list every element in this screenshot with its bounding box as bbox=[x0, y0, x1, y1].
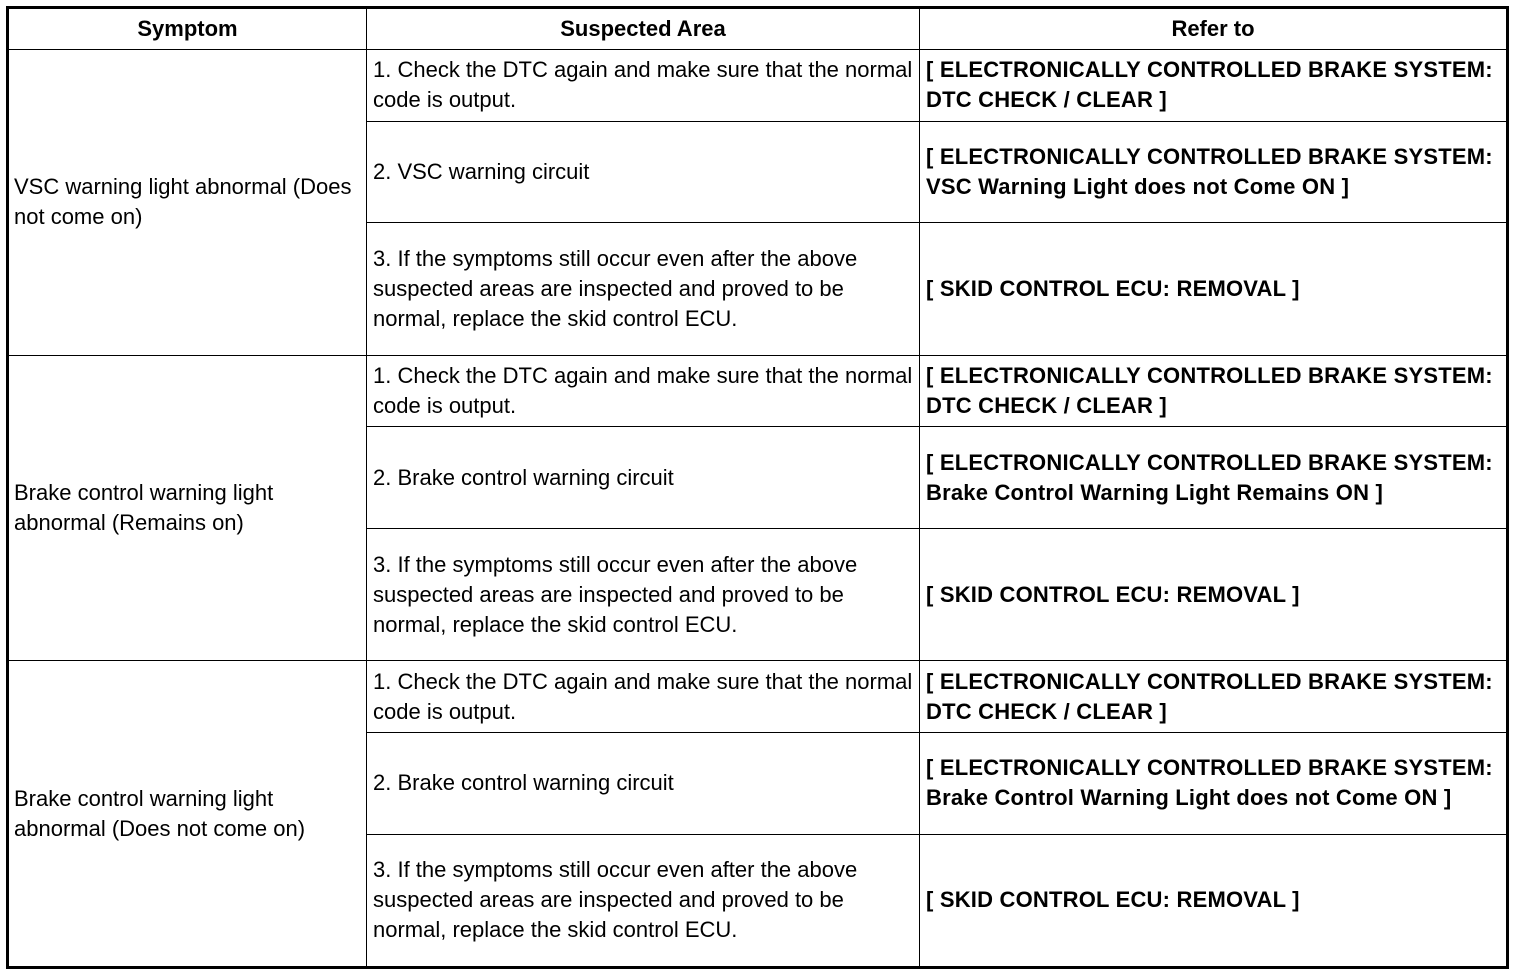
suspected-area-cell: 2. VSC warning circuit bbox=[367, 121, 920, 223]
suspected-area-cell: 3. If the symptoms still occur even after the above suspected areas are inspected and proved to be normal, replace the skid control ECU. bbox=[367, 834, 920, 967]
symptom-cell: Brake control warning light abnormal (Does not come on) bbox=[8, 661, 367, 968]
suspected-area-cell: 2. Brake control warning circuit bbox=[367, 732, 920, 834]
refer-to-cell: [ ELECTRONICALLY CONTROLLED BRAKE SYSTEM: DTC CHECK / CLEAR ] bbox=[920, 50, 1508, 122]
symptom-cell: Brake control warning light abnormal (Remains on) bbox=[8, 355, 367, 661]
suspected-area-cell: 2. Brake control warning circuit bbox=[367, 427, 920, 529]
refer-to-cell: [ ELECTRONICALLY CONTROLLED BRAKE SYSTEM: Brake Control Warning Light Remains ON ] bbox=[920, 427, 1508, 529]
refer-to-cell: [ ELECTRONICALLY CONTROLLED BRAKE SYSTEM: DTC CHECK / CLEAR ] bbox=[920, 355, 1508, 427]
suspected-area-cell: 3. If the symptoms still occur even after the above suspected areas are inspected and proved to be normal, replace the skid control ECU. bbox=[367, 529, 920, 661]
header-suspected-area: Suspected Area bbox=[367, 8, 920, 50]
symptom-cell: VSC warning light abnormal (Does not come on) bbox=[8, 50, 367, 356]
suspected-area-cell: 1. Check the DTC again and make sure that the normal code is output. bbox=[367, 355, 920, 427]
header-refer-to: Refer to bbox=[920, 8, 1508, 50]
refer-to-cell: [ ELECTRONICALLY CONTROLLED BRAKE SYSTEM: Brake Control Warning Light does not Come ON ] bbox=[920, 732, 1508, 834]
table-row bbox=[8, 50, 1508, 122]
refer-to-cell: [ SKID CONTROL ECU: REMOVAL ] bbox=[920, 834, 1508, 967]
symptom-table bbox=[6, 6, 1509, 969]
suspected-area-cell: 1. Check the DTC again and make sure that the normal code is output. bbox=[367, 50, 920, 122]
table-row bbox=[8, 355, 1508, 427]
suspected-area-cell: 1. Check the DTC again and make sure that the normal code is output. bbox=[367, 661, 920, 733]
suspected-area-cell: 3. If the symptoms still occur even after the above suspected areas are inspected and proved to be normal, replace the skid control ECU. bbox=[367, 223, 920, 355]
refer-to-cell: [ SKID CONTROL ECU: REMOVAL ] bbox=[920, 529, 1508, 661]
refer-to-cell: [ SKID CONTROL ECU: REMOVAL ] bbox=[920, 223, 1508, 355]
table-header-row bbox=[8, 8, 1508, 50]
table-row bbox=[8, 661, 1508, 733]
refer-to-cell: [ ELECTRONICALLY CONTROLLED BRAKE SYSTEM: VSC Warning Light does not Come ON ] bbox=[920, 121, 1508, 223]
header-symptom: Symptom bbox=[8, 8, 367, 50]
refer-to-cell: [ ELECTRONICALLY CONTROLLED BRAKE SYSTEM: DTC CHECK / CLEAR ] bbox=[920, 661, 1508, 733]
